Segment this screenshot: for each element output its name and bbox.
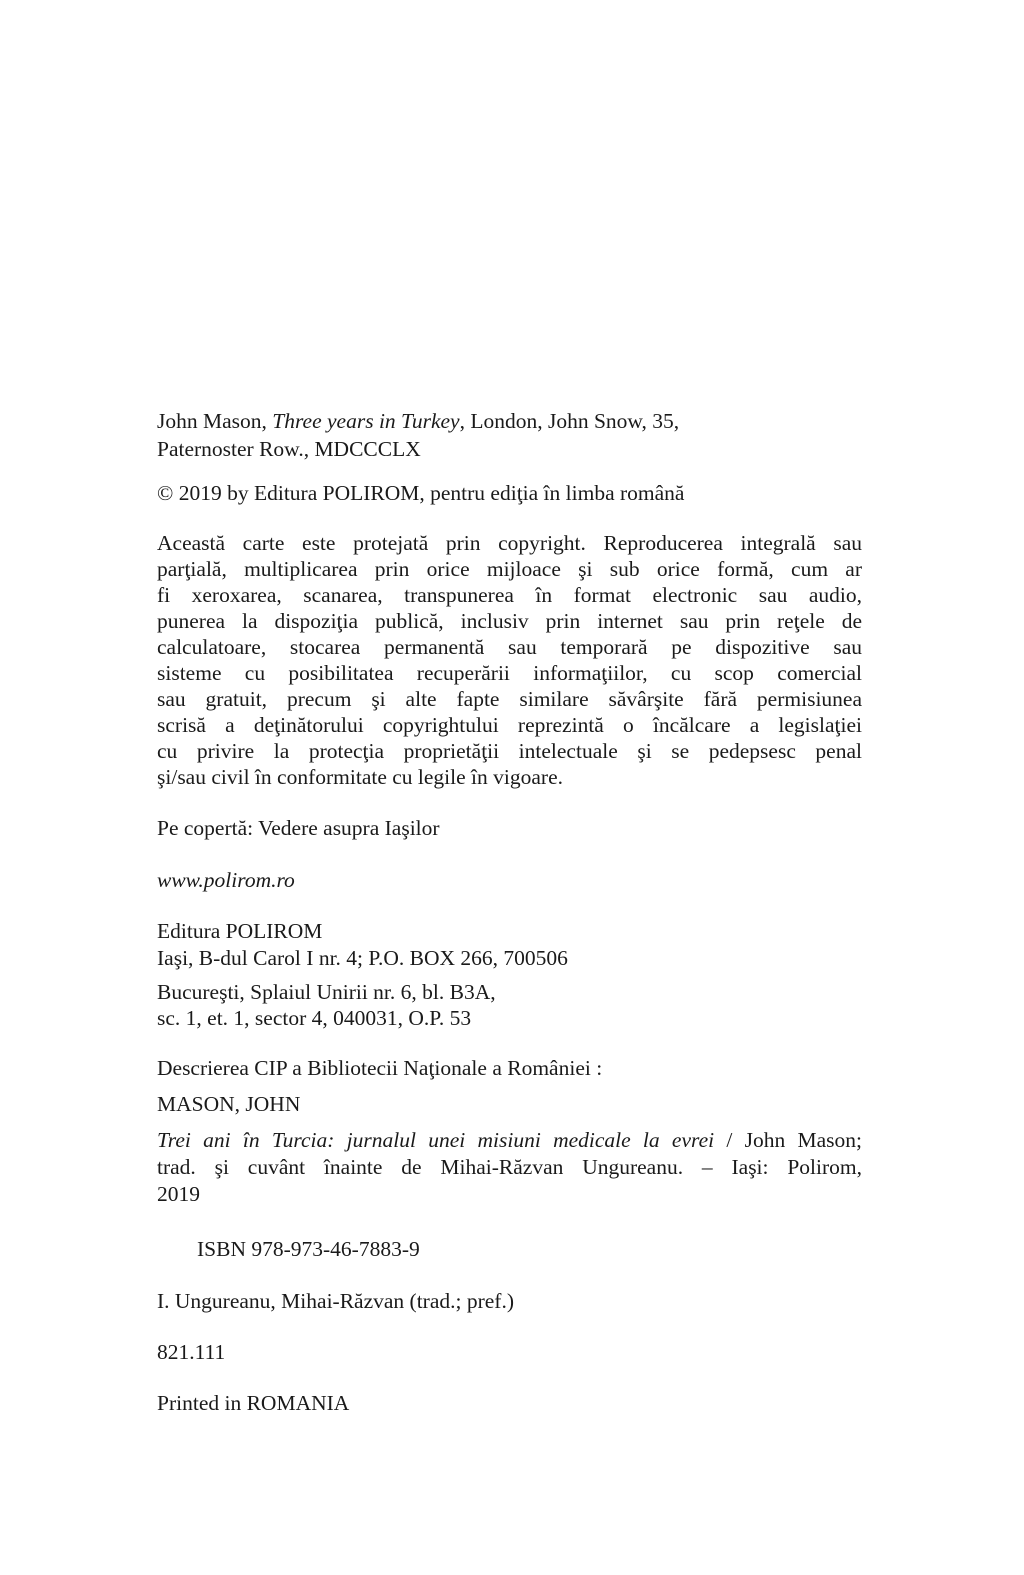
notice-line: scrisă a deţinătorului copyrightului reprezintă o încălcare a legislaţiei <box>157 713 862 737</box>
notice-line: sau gratuit, precum şi alte fapte similare săvârşite fără permisiunea <box>157 687 862 711</box>
printed-in: Printed in ROMANIA <box>157 1391 350 1415</box>
cip-classification: 821.111 <box>157 1340 226 1364</box>
cip-title-line <box>157 1127 862 1153</box>
notice-line: Această carte este protejată prin copyright. Reproducerea integrală sau <box>157 531 862 555</box>
notice-line: şi/sau civil în conformitate cu legile în vigoare. <box>157 765 563 789</box>
notice-line: fi xeroxarea, scanarea, transpunerea în format electronic sau audio, <box>157 583 862 607</box>
notice-line: sisteme cu posibilitatea recuperării informaţiilor, cu scop comercial <box>157 661 862 685</box>
original-edition-line-2: Paternoster Row., MDCCCLX <box>157 437 421 461</box>
notice-line: calculatoare, stocarea permanentă sau temporară pe dispozitive sau <box>157 635 862 659</box>
publisher-address-bucuresti-1: Bucureşti, Splaiul Unirii nr. 6, bl. B3A, <box>157 980 496 1004</box>
copyright-line: © 2019 by Editura POLIROM, pentru ediţia în limba română <box>157 481 685 505</box>
original-title: Three years in Turkey <box>272 409 460 433</box>
notice-line: punerea la dispoziţia publică, inclusiv prin internet sau prin reţele de <box>157 609 862 633</box>
cover-credit: Pe copertă: Vedere asupra Iaşilor <box>157 816 440 840</box>
notice-line: parţială, multiplicarea prin orice mijloace şi sub orice formă, cum ar <box>157 557 862 581</box>
notice-line: cu privire la protecţia proprietăţii intelectuale şi se pedepsesc penal <box>157 739 862 763</box>
cip-title: Trei ani în Turcia: jurnalul unei misiuni medicale la evrei <box>157 1128 715 1152</box>
cip-translator: I. Ungureanu, Mihai-Răzvan (trad.; pref.) <box>157 1289 514 1313</box>
publisher-address-iasi: Iaşi, B-dul Carol I nr. 4; P.O. BOX 266, 700506 <box>157 946 568 970</box>
original-edition-line-1 <box>157 408 679 434</box>
cip-title-rest: / John Mason; <box>714 1128 863 1152</box>
original-author: John Mason, <box>157 409 273 433</box>
cip-heading: Descrierea CIP a Bibliotecii Naţionale a României : <box>157 1056 603 1080</box>
website-text: www.polirom.ro <box>157 868 295 892</box>
original-publisher: , London, John Snow, 35, <box>459 409 680 433</box>
publisher-address-bucuresti-2: sc. 1, et. 1, sector 4, 040031, O.P. 53 <box>157 1006 472 1030</box>
publisher-name: Editura POLIROM <box>157 919 323 943</box>
website-link[interactable] <box>157 867 295 893</box>
cip-line-2: trad. şi cuvânt înainte de Mihai-Răzvan Ungureanu. – Iaşi: Polirom, <box>157 1155 862 1179</box>
cip-year: 2019 <box>157 1182 200 1206</box>
cip-isbn: ISBN 978-973-46-7883-9 <box>197 1237 420 1261</box>
cip-author: MASON, JOHN <box>157 1092 301 1116</box>
